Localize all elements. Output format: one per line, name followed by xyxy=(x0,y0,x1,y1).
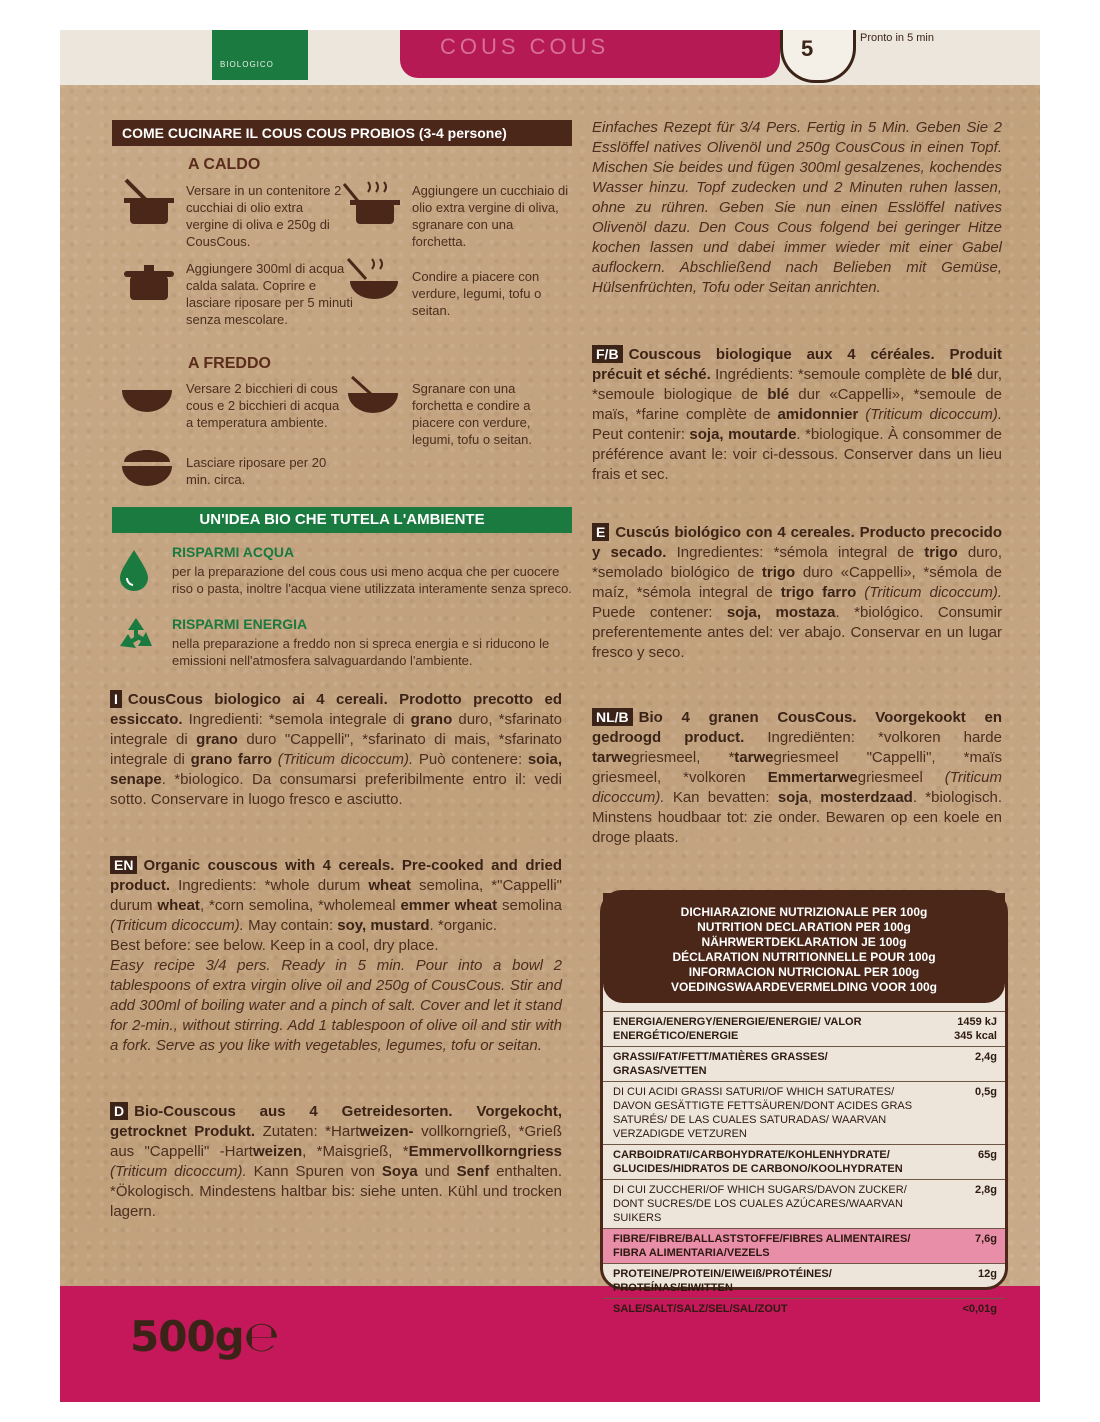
nutrition-row-fat xyxy=(603,1046,1005,1081)
allergen-word: soja, mostaza xyxy=(726,604,836,621)
allergen-word: weizen- xyxy=(359,1123,414,1140)
section-italian xyxy=(110,690,562,810)
cold-step-3: Lasciare riposare per 20 min. circa. xyxy=(186,455,327,487)
nutrition-value: <0,01g xyxy=(962,1303,997,1315)
english-text: . *organic. xyxy=(429,917,498,934)
french-text: dur, *semoule biologique de xyxy=(592,366,1003,403)
best-before: Best before: see below. Keep in a cool, dry place. xyxy=(110,937,439,954)
howto-header: COME CUCINARE IL COUS COUS PROBIOS (3-4 persone) xyxy=(112,120,572,146)
dutch-text: Ingrediënten: *volkoren harde xyxy=(744,729,1002,746)
nutrition-table xyxy=(600,890,1008,1315)
german-title: Bio-Couscous aus 4 Getreidesorten. Vorgekocht, getrocknet Produkt. xyxy=(110,1103,562,1140)
brand-banner xyxy=(400,30,780,78)
allergen-word: tarwe xyxy=(734,749,774,766)
tag-french: F/B xyxy=(592,345,623,363)
allergen-word: Emmervollkorngriess xyxy=(408,1143,562,1160)
allergen-word: wheat xyxy=(368,877,411,894)
nutrition-row-salt xyxy=(603,1298,1005,1319)
german-text: Kann Spuren von xyxy=(246,1163,382,1180)
allergen-word: Soya xyxy=(381,1163,418,1180)
water-title: RISPARMI ACQUA xyxy=(172,544,295,560)
allergen-word: wheat xyxy=(157,897,200,914)
french-text: Peut contenir: xyxy=(592,426,690,443)
nutrition-row-carbohydrate xyxy=(603,1144,1005,1179)
pot-spoon-icon xyxy=(116,178,178,228)
hot-step-4: Condire a piacere con verdure, legumi, tofu o seitan. xyxy=(412,269,542,318)
nutrition-label: GRASSI/FAT/FETT/MATIÈRES GRASSES/ GRASAS/VETTEN xyxy=(613,1051,828,1077)
dutch-text: griesmeel "Cappelli", *maïs griesmeel, *volkoren xyxy=(592,749,1003,786)
hot-title: A CALDO xyxy=(188,156,261,173)
net-weight: 500g℮ xyxy=(130,1312,279,1361)
allergen-word: grano xyxy=(410,711,453,728)
cold-title: A FREDDO xyxy=(188,355,271,372)
tag-dutch: NL/B xyxy=(592,708,633,726)
nutrition-heading: INFORMACION NUTRICIONAL PER 100g xyxy=(688,965,920,979)
water-text: per la preparazione del cous cous usi meno acqua che per cuocere riso o pasta, inoltre l'acqua viene utilizzata interamente senza spreco. xyxy=(172,564,572,596)
allergen-word: amidonnier xyxy=(777,406,859,423)
german-text: enthalten. *Ökologisch. Mindestens haltbar bis: siehe unten. Kühl und trocken lagern. xyxy=(110,1163,562,1220)
nutrition-heading: NÄHRWERTDEKLARATION JE 100g xyxy=(701,935,907,949)
section-french xyxy=(592,345,1002,485)
allergen-word: blé xyxy=(950,366,973,383)
section-german xyxy=(110,1102,562,1222)
nutrition-label: CARBOIDRATI/CARBOHYDRATE/KOHLENHYDRATE/ GLUCIDES/HIDRATOS DE CARBONO/KOOLHYDRATEN xyxy=(613,1149,903,1175)
english-text: semolina, *"Cappelli" durum xyxy=(110,877,562,914)
nutrition-heading: NUTRITION DECLARATION PER 100g xyxy=(697,920,911,934)
french-text: Ingrédients: *semoule complète de xyxy=(710,366,951,383)
dutch-text: griesmeel, * xyxy=(631,749,735,766)
allergen-word: mosterdzaad xyxy=(820,789,913,806)
water-drop-icon xyxy=(116,548,152,592)
spanish-text: Ingredientes: *sémola integral de xyxy=(666,544,925,561)
nutrition-label: ENERGIA/ENERGY/ENERGIE/ENERGIE/ VALOR ENERGÉTICO/ENERGIE xyxy=(613,1016,862,1042)
french-text: . *biologique. À consommer de préférence avant le: voir ci-dessous. Conserver dans un lieu frais et sec. xyxy=(592,426,1003,483)
nutrition-row-fibre xyxy=(603,1228,1005,1263)
hot-step-3: Aggiungere 300ml di acqua calda salata. Coprire e lasciare riposare per 5 minuti senza mescolare. xyxy=(186,261,353,327)
hot-step-1: Versare in un contenitore 2 cucchiai di olio extra vergine di oliva e 250g di CousCous. xyxy=(186,183,342,249)
eco-header: UN'IDEA BIO CHE TUTELA L'AMBIENTE xyxy=(112,507,572,533)
english-text: May contain: xyxy=(243,917,338,934)
nutrition-row-saturates xyxy=(603,1081,1005,1144)
allergen-word: trigo farro xyxy=(780,584,857,601)
allergen-word: trigo xyxy=(924,544,958,561)
nutrition-label: DI CUI ZUCCHERI/OF WHICH SUGARS/DAVON ZUCKER/ DONT SUCRES/DE LOS CUALES AZÚCARES/WAARVAN SUIKERS xyxy=(613,1184,907,1224)
cold-step-1: Versare 2 bicchieri di cous cous e 2 bicchieri di acqua a temperatura ambiente. xyxy=(186,381,340,430)
german-text: und xyxy=(417,1163,457,1180)
section-dutch xyxy=(592,708,1002,848)
english-text: , *corn semolina, *wholemeal xyxy=(199,897,401,914)
bowl-steam-icon xyxy=(342,255,404,305)
pot-lid-icon xyxy=(116,262,178,302)
dutch-text: . *biologisch. Minstens houdbaar tot: zie onder. Bewaren op een koele en droge plaats. xyxy=(592,789,1002,846)
nutrition-value: 1459 kJ 345 kcal xyxy=(954,1016,997,1042)
allergen-word: soja xyxy=(777,789,808,806)
bowl-fork-icon xyxy=(342,375,404,417)
cold-step-2: Sgranare con una forchetta e condire a piacere con verdure, legumi, tofu o seitan. xyxy=(412,381,532,447)
bowl-icon xyxy=(116,386,178,416)
tag-german: D xyxy=(110,1102,128,1120)
nutrition-row-protein xyxy=(603,1263,1005,1298)
english-text: Ingredients: *whole durum xyxy=(170,877,369,894)
latin-name: (Triticum dicoccum). xyxy=(592,769,1002,806)
nutrition-row-sugars xyxy=(603,1179,1005,1228)
nutrition-value: 65g xyxy=(978,1149,997,1161)
latin-name: (Triticum dicoccum). xyxy=(110,1163,247,1180)
allergen-word: grano farro xyxy=(190,751,273,768)
german-text: vollkorngrieß, *Grieß aus "Cappelli" -Hart xyxy=(110,1123,562,1160)
section-spanish xyxy=(592,523,1002,663)
allergen-word: grano xyxy=(196,731,238,748)
allergen-word: Senf xyxy=(456,1163,490,1180)
brand-banner-text: COUS COUS xyxy=(440,34,610,59)
french-text: dur «Cappelli», *semoule de maïs, *farine complète de xyxy=(592,386,1002,423)
nutrition-value: 12g xyxy=(978,1268,997,1280)
english-recipe: Easy recipe 3/4 pers. Ready in 5 min. Pour into a bowl 2 tablespoons of extra virgin olive oil and 250g of CousCous. Stir and add 300ml of boiling water and a pinch of salt. Cover and let it stand for 2-min., without stirring. Add 1 tablespoon of olive oil and stir with a fork. Serve as you like with vegetables, legumes, tofu or seitan. xyxy=(110,957,562,1054)
dutch-text: griesmeel xyxy=(857,769,945,786)
german-text: , *Maisgrieß, * xyxy=(302,1143,409,1160)
bio-logo xyxy=(212,30,308,80)
allergen-word: tarwe xyxy=(592,749,632,766)
recycle-icon xyxy=(116,614,156,654)
allergen-word: soy, mustard xyxy=(337,917,430,934)
spanish-text: duro, *semolado biológico de xyxy=(592,544,1003,581)
latin-name: (Triticum dicoccum). xyxy=(272,751,414,768)
nutrition-value: 2,8g xyxy=(974,1184,997,1196)
section-english xyxy=(110,856,562,1056)
spanish-title: Cuscús biológico con 4 cereales. Producto precocido y secado. xyxy=(592,524,1002,561)
bio-logo-text: BIOLOGICO xyxy=(220,60,274,69)
dutch-title: Bio 4 granen CousCous. Voorgekookt en gedroogd product. xyxy=(592,709,1002,746)
italian-title: CousCous biologico ai 4 cereali. Prodotto precotto ed essiccato. xyxy=(110,691,562,728)
energy-text: nella preparazione a freddo non si spreca energia e si riducono le emissioni nell'atmosfera salvaguardando l'ambiente. xyxy=(172,636,550,668)
nutrition-heading: DÉCLARATION NUTRITIONNELLE POUR 100g xyxy=(672,950,936,964)
energy-title: RISPARMI ENERGIA xyxy=(172,616,308,632)
nutrition-heading: VOEDINGSWAARDEVERMELDING VOOR 100g xyxy=(670,980,938,994)
italian-text: duro, *sfarinato integrale di xyxy=(110,711,562,748)
nutrition-headings xyxy=(603,893,1005,1003)
nutrition-label: FIBRE/FIBRE/BALLASTSTOFFE/FIBRES ALIMENTAIRES/ FIBRA ALIMENTARIA/VEZELS xyxy=(613,1233,911,1259)
nutrition-heading: DICHIARAZIONE NUTRIZIONALE PER 100g xyxy=(680,905,928,919)
latin-name: (Triticum dicoccum). xyxy=(858,406,1002,423)
german-text: Zutaten: *Hart xyxy=(255,1123,360,1140)
english-title: Organic couscous with 4 cereals. Pre-cooked and dried product. xyxy=(110,857,562,894)
allergen-word: emmer wheat xyxy=(400,897,498,914)
tag-italian: I xyxy=(110,690,122,708)
allergen-word: weizen xyxy=(252,1143,303,1160)
covered-bowl-icon xyxy=(116,448,178,488)
italian-text: . *biologico. Da consumarsi preferibilmente entro il: vedi sotto. Conservare in luogo fresco e asciutto. xyxy=(110,771,562,808)
tag-spanish: E xyxy=(592,523,609,541)
italian-text: duro "Cappelli", *sfarinato di mais, *sfarinato integrale di xyxy=(110,731,562,768)
english-text: semolina xyxy=(497,897,563,914)
latin-name: (Triticum dicoccum). xyxy=(110,917,244,934)
nutrition-value: 0,5g xyxy=(974,1086,997,1098)
nutrition-value: 2,4g xyxy=(974,1051,997,1063)
italian-text: Può contenere: xyxy=(413,751,528,768)
nutrition-label: SALE/SALT/SALZ/SEL/SAL/ZOUT xyxy=(613,1303,788,1315)
latin-name: (Triticum dicoccum). xyxy=(856,584,1003,601)
allergen-word: soja, moutarde xyxy=(689,426,797,443)
allergen-word: blé xyxy=(767,386,790,403)
allergen-word: trigo xyxy=(761,564,796,581)
dutch-text: Kan bevatten: xyxy=(664,789,778,806)
nutrition-label: DI CUI ACIDI GRASSI SATURI/OF WHICH SATURATES/ DAVON GESÄTTIGTE FETTSÄUREN/DONT ACIDES GRAS SATURÉS/ DE LAS CUALES SATURADAS/ WAARVAN VERZADIGDE VETZUREN xyxy=(613,1086,913,1140)
allergen-word: Emmertarwe xyxy=(767,769,858,786)
ready-badge-number: 5 xyxy=(801,36,814,61)
allergen-word: soia, senape xyxy=(110,751,563,788)
pot-steam-icon xyxy=(342,178,404,228)
italian-text: Ingredienti: *semola integrale di xyxy=(182,711,411,728)
spanish-text: . *biológico. Consumir preferentemente antes del: ver abajo. Conservar en un lugar fresco y seco. xyxy=(592,604,1002,661)
ready-note: Pronto in 5 min xyxy=(860,32,934,44)
package-back xyxy=(60,30,1040,1402)
dutch-text: , xyxy=(807,789,821,806)
german-recipe: Einfaches Rezept für 3/4 Pers. Fertig in 5 Min. Geben Sie 2 Esslöffel natives Olivenöl und 250g CousCous in einen Topf. Mischen Sie beides und fügen 300ml gesalzenes, kochendes Wasser hinzu. Topf zudecken und 2 Minuten ruhen lassen, ohne zu rühren. Geben Sie nun einen Esslöffel natives Olivenöl dazu. Den Cous Cous folgend bei geringer Hitze kochen lassen und dabei immer wieder mit einer Gabel auflockern. Abschließend nach Belieben mit Gemüse, Hülsenfrüchten, Tofu oder Seitan anrichten. xyxy=(592,119,1002,296)
hot-step-2: Aggiungere un cucchiaio di olio extra vergine di oliva, sgranare con una forchetta. xyxy=(412,183,569,249)
nutrition-value: 7,6g xyxy=(974,1233,997,1245)
nutrition-row-energy xyxy=(603,1011,1005,1046)
nutrition-label: PROTEINE/PROTEIN/EIWEIß/PROTÉINES/ PROTEÍNAS/EIWITTEN xyxy=(613,1268,832,1294)
french-title: Couscous biologique aux 4 céréales. Produit précuit et séché. xyxy=(592,346,1002,383)
tag-english: EN xyxy=(110,856,137,874)
spanish-text: duro «Cappelli», *sémola de maíz, *sémola integral de xyxy=(592,564,1002,601)
spanish-text: Puede contener: xyxy=(592,604,727,621)
